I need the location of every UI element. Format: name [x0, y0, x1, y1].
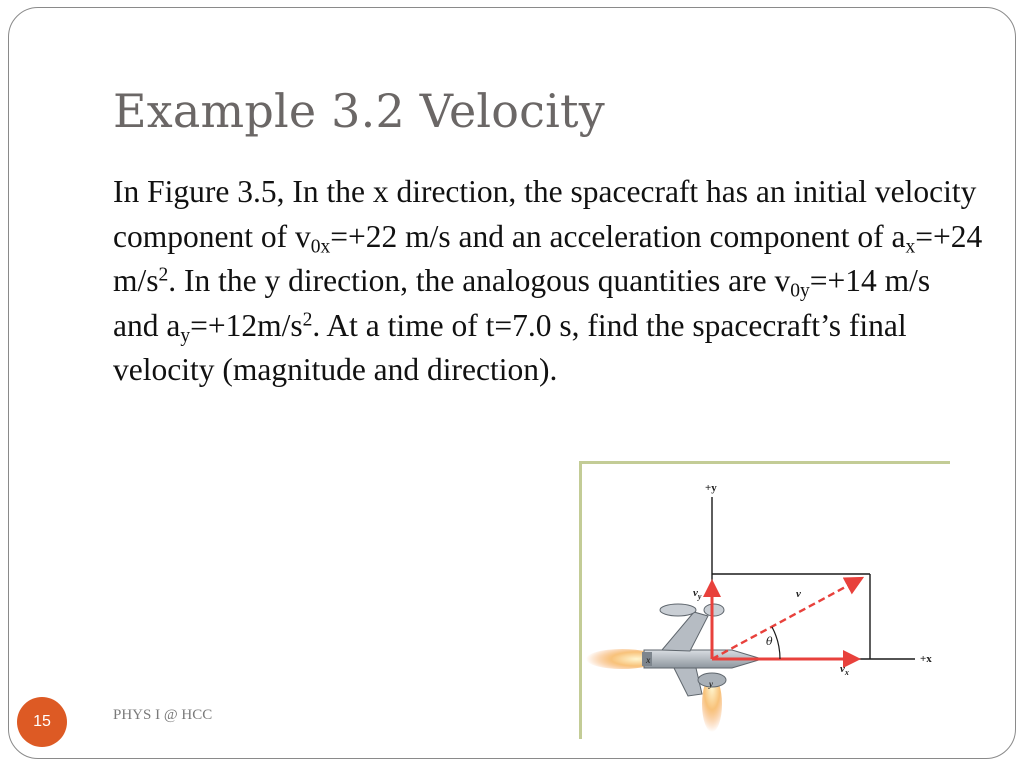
velocity-diagram	[582, 464, 950, 739]
body-text: =+14 m/s and a	[113, 263, 931, 343]
y-axis-label: +y	[705, 482, 717, 494]
x-axis-label: +x	[920, 653, 932, 665]
slide-title: Example 3.2 Velocity	[113, 84, 605, 138]
vx-label: $v_x$	[840, 663, 849, 677]
body-text: . At a time of t=7.0 s, find the spacecraft’s final velocity (magnitude and direction).	[113, 307, 907, 387]
page-number-badge: 15	[17, 697, 67, 747]
footer-text: PHYS I @ HCC	[113, 707, 213, 723]
body-text: . In the y direction, the analogous quantities are v	[168, 263, 791, 298]
v-label: v	[796, 588, 801, 600]
ax-subscript: x	[905, 235, 916, 257]
spacecraft-icon	[586, 604, 762, 732]
body-text: In Figure 3.5, In the x direction, the spacecraft has an initial velocity component of v	[113, 174, 977, 254]
ship-x-label: x	[646, 655, 651, 665]
theta-label: θ	[766, 635, 773, 648]
body-text: =+12m/s	[190, 307, 303, 343]
resultant-velocity-vector	[712, 578, 862, 659]
ax-unit-exponent: 2	[158, 264, 169, 286]
v0y-subscript: 0y	[790, 280, 810, 302]
body-text: =+22 m/s and an acceleration component of a	[330, 218, 906, 254]
v0x-subscript: 0x	[310, 235, 331, 257]
theta-arc	[772, 627, 780, 659]
ship-y-label: y	[709, 679, 713, 689]
slide-body	[113, 170, 983, 393]
spacecraft-velocity-figure	[579, 461, 950, 739]
body-text: =+24 m/s	[113, 218, 983, 298]
ay-unit-exponent: 2	[302, 308, 313, 330]
ay-subscript: y	[180, 324, 191, 346]
vy-label: $v_y$	[693, 587, 702, 601]
